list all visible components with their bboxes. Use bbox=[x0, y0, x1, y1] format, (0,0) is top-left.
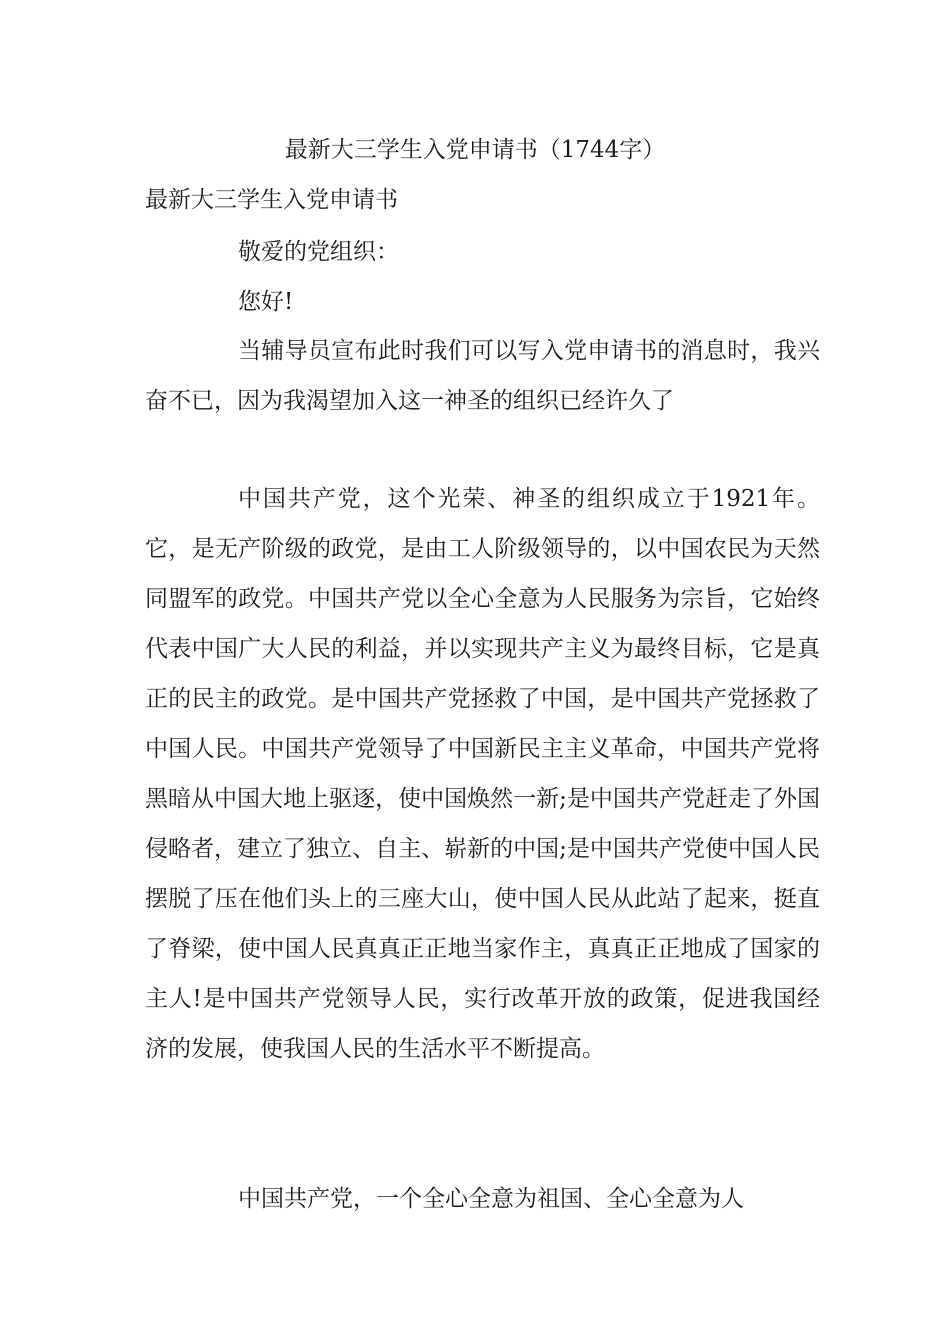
paragraph-intro: 当辅导员宣布此时我们可以写入党申请书的消息时，我兴奋不已，因为我渴望加入这一神圣的组织已经许久了 bbox=[145, 338, 820, 414]
salutation: 敬爱的党组织： bbox=[238, 239, 399, 265]
document-title: 最新大三学生入党申请书（1744字） bbox=[284, 137, 666, 163]
greeting: 您好! bbox=[238, 289, 294, 315]
document-subtitle: 最新大三学生入党申请书 bbox=[145, 187, 398, 213]
paragraph-continuation: 中国共产党，一个全心全意为祖国、全心全意为人 bbox=[238, 1186, 744, 1212]
paragraph-party-history: 中国共产党，这个光荣、神圣的组织成立于1921年。它，是无产阶级的政党，是由工人阶级领导的，以中国农民为天然同盟军的政党。中国共产党以全心全意为人民服务为宗旨，它始终代表中国广大人民的利益，并以实现共产主义为最终目标，它是真正的民主的政党。是中国共产党拯救了中国，是中国共产党拯救了中国人民。中国共产党领导了中国新民主主义革命，中国共产党将黑暗从中国大地上驱逐，使中国焕然一新;是中国共产党赶走了外国侵略者，建立了独立、自主、崭新的中国;是中国共产党使中国人民摆脱了压在他们头上的三座大山，使中国人民从此站了起来，挺直了脊梁，使中国人民真真正正地当家作主，真真正正地成了国家的主人!是中国共产党领导人民，实行改革开放的政策，促进我国经济的发展，使我国人民的生活水平不断提高。 bbox=[145, 486, 820, 1062]
